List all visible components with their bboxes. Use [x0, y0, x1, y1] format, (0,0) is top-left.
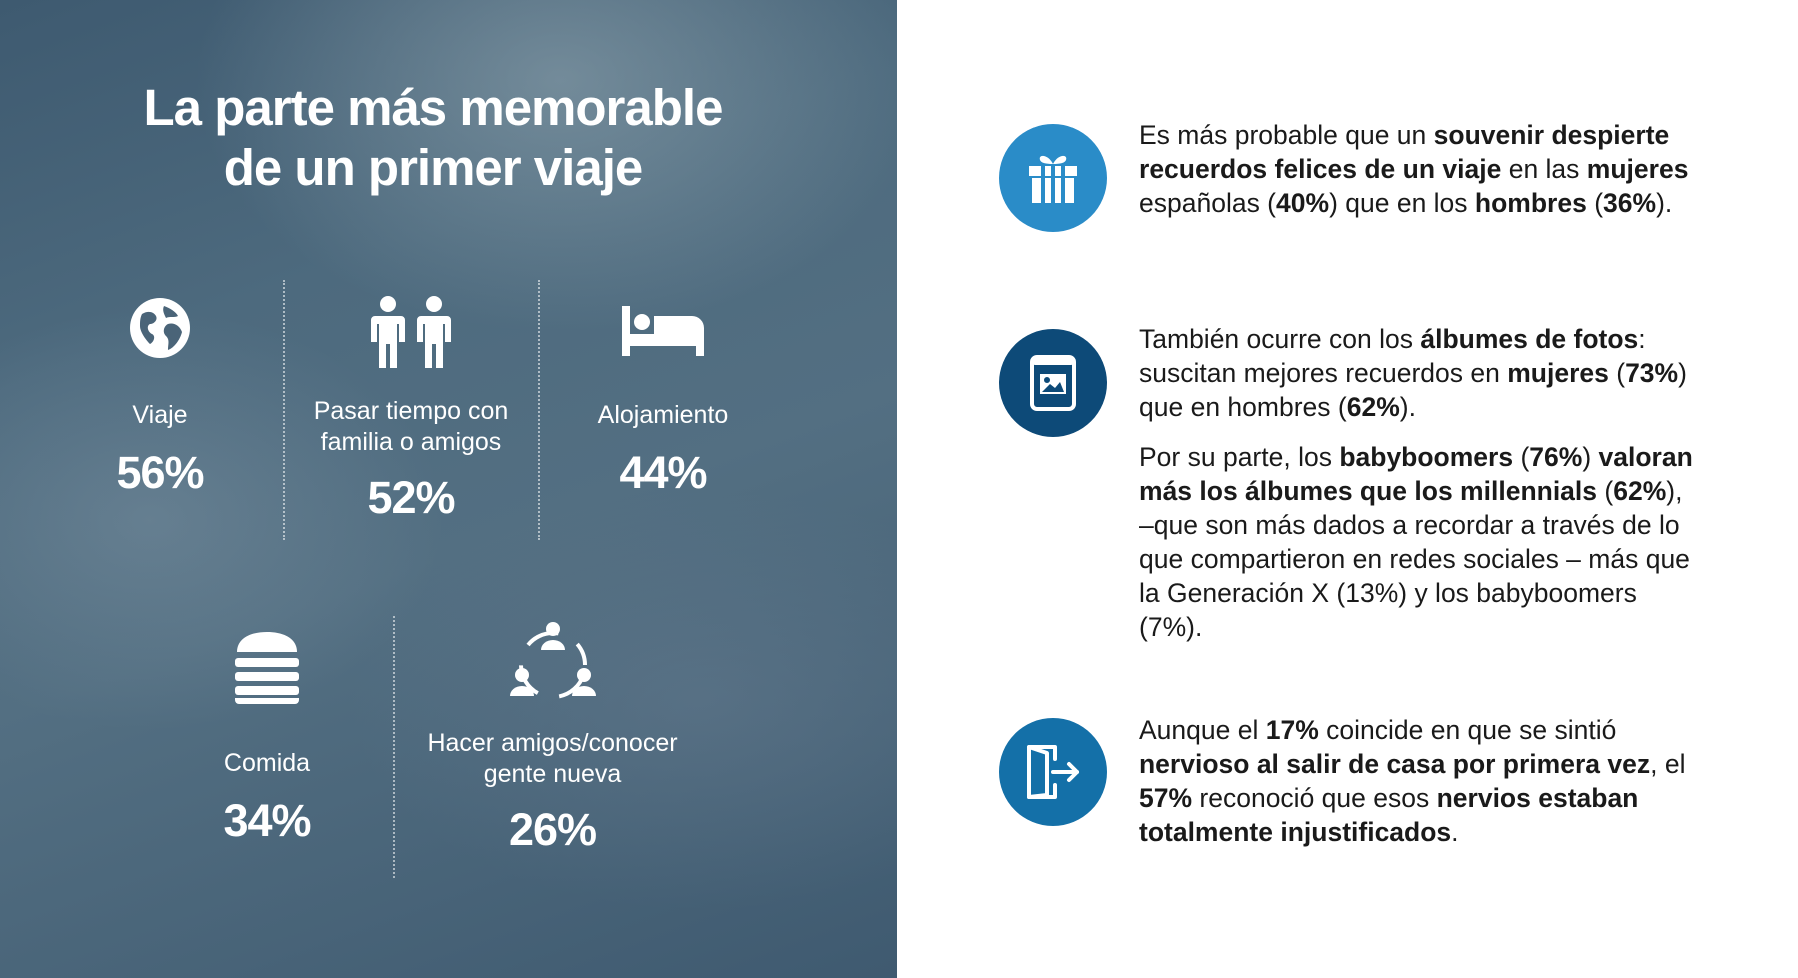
divider	[393, 616, 395, 878]
stat-label-line2: gente nueva	[483, 760, 622, 788]
stat-label: Comida	[223, 749, 311, 777]
gift-icon	[1028, 152, 1078, 204]
fact-albums-text: También ocurre con los álbumes de fotos: suscitan mejores recuerdos en mujeres (73%) que en hombres (62%).	[1139, 324, 1687, 422]
stat-value: 34%	[223, 795, 311, 846]
burger-icon	[233, 630, 301, 704]
stats-panel	[0, 0, 897, 978]
stat-familia	[296, 296, 526, 524]
divider	[538, 280, 540, 540]
globe-icon	[128, 296, 192, 360]
stat-amigos	[410, 620, 695, 856]
photo-album-icon	[1029, 354, 1077, 412]
fact-souvenir-text: Es más probable que un souvenir despierte recuerdos felices de un viaje en las mujeres españolas (40%) que en los hombres (36%).	[1139, 120, 1689, 218]
stat-value: 26%	[508, 804, 597, 855]
stat-label-line1: Hacer amigos/conocer	[427, 729, 678, 757]
fact-nervous-icon-circle	[999, 718, 1107, 826]
network-icon	[508, 620, 598, 710]
fact-albums-generations-text: Por su parte, los babyboomers (76%) valoran más los álbumes que los millennials (62%), –que son más dados a recordar a través de lo que compartieron en redes sociales – más que la Generación X (13%) y los babyboomers (7%).	[1139, 442, 1693, 642]
stat-label-line2: familia o amigos	[320, 428, 502, 456]
fact-souvenir-icon-circle	[999, 124, 1107, 232]
divider	[283, 280, 285, 540]
stat-label: Viaje	[132, 401, 188, 429]
page-title: La parte más memorable de un primer viaje	[143, 79, 723, 196]
stat-label: Alojamiento	[597, 401, 729, 429]
exit-door-icon	[1025, 743, 1081, 801]
fact-nervous-text: Aunque el 17% coincide en que se sintió nervioso al salir de casa por primera vez, el 57% reconoció que esos nervios estaban totalmente injustificados.	[1139, 715, 1686, 847]
fact-albums-icon-circle	[999, 329, 1107, 437]
stat-comida	[167, 630, 367, 847]
bed-icon	[620, 296, 706, 360]
stat-viaje	[60, 296, 260, 499]
stat-value: 52%	[367, 472, 455, 523]
stat-alojamiento	[563, 296, 763, 499]
stat-value: 56%	[116, 447, 204, 498]
stat-value: 44%	[619, 447, 707, 498]
stat-label-line1: Pasar tiempo con	[313, 397, 509, 425]
people-icon	[363, 296, 459, 368]
